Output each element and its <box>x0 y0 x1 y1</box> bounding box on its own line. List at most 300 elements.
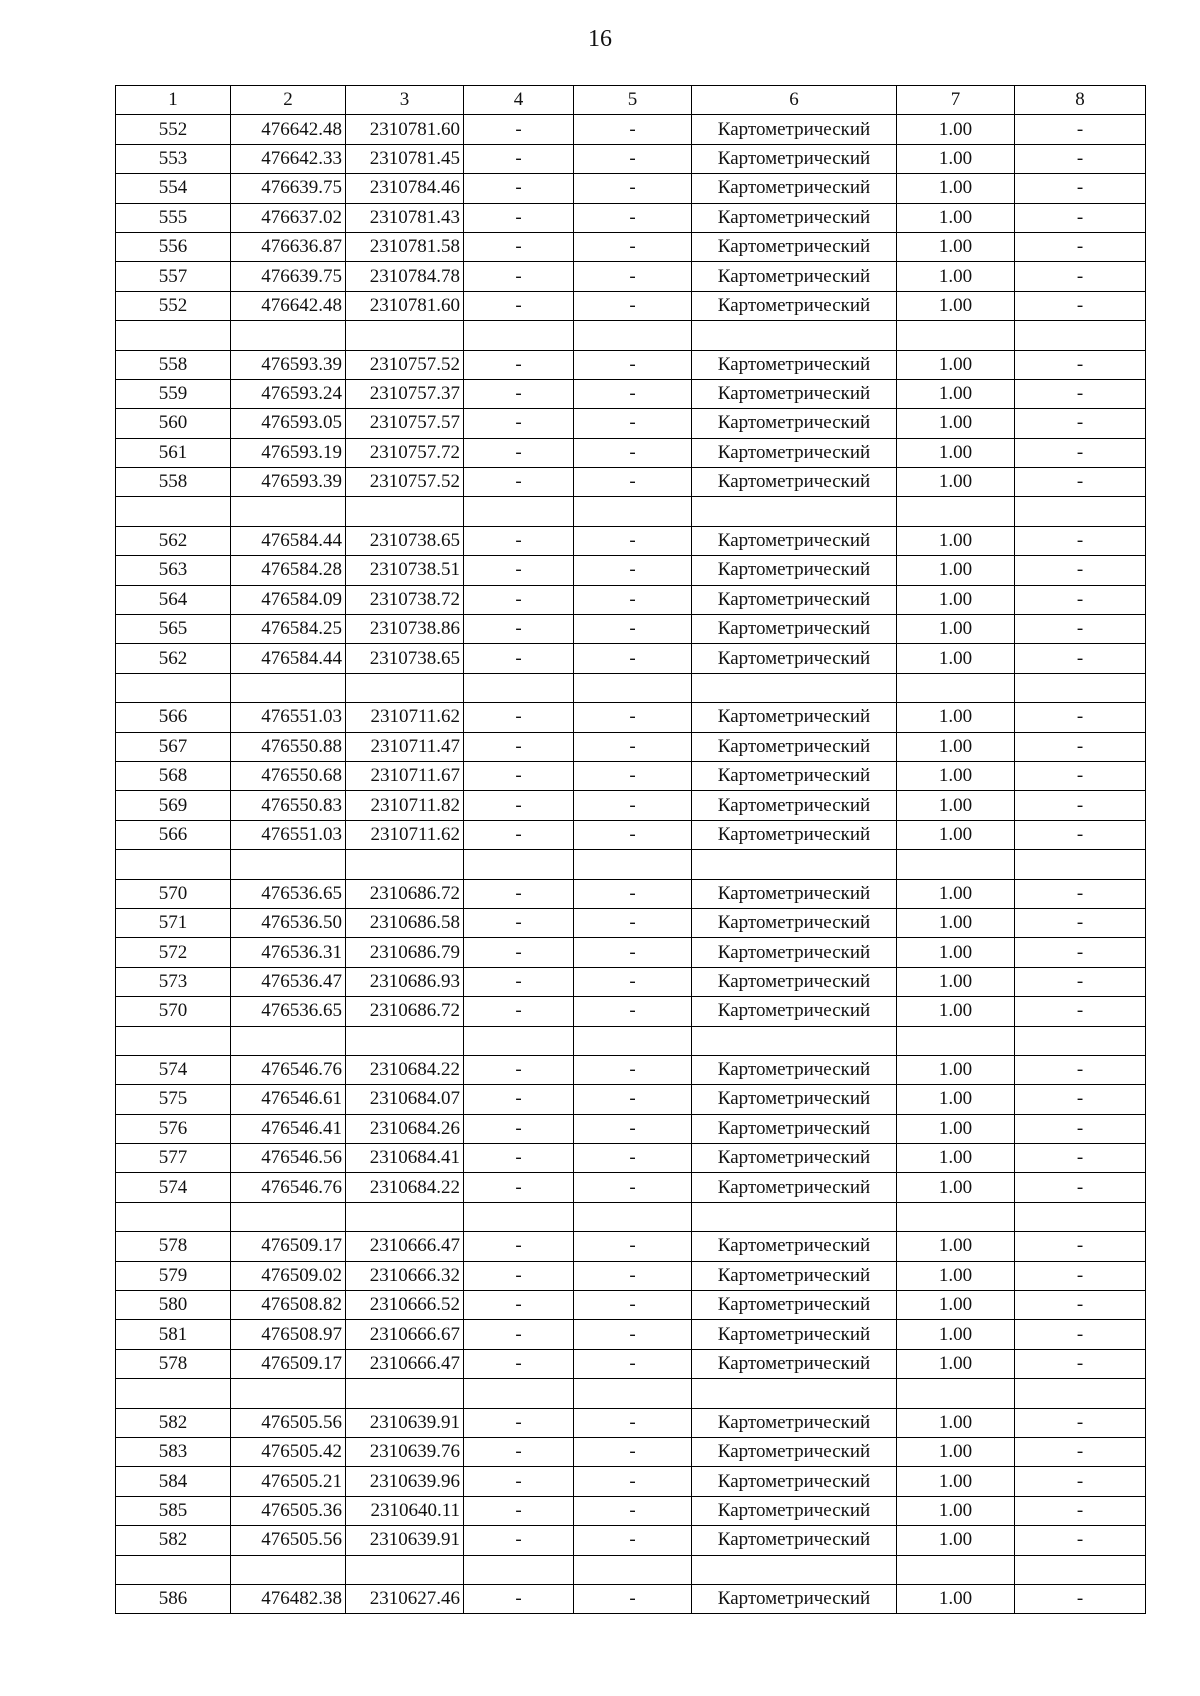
point-number-cell <box>116 850 231 879</box>
col4-cell: - <box>464 1349 574 1378</box>
y-coordinate-cell: 2310711.82 <box>346 791 464 820</box>
accuracy-cell <box>897 321 1015 350</box>
accuracy-cell <box>897 497 1015 526</box>
col5-cell: - <box>574 1496 692 1525</box>
x-coordinate-cell: 476536.47 <box>231 967 346 996</box>
col5-cell: - <box>574 967 692 996</box>
point-number-cell: 568 <box>116 761 231 790</box>
col5-cell: - <box>574 820 692 849</box>
accuracy-cell: 1.00 <box>897 1467 1015 1496</box>
method-cell: Картометрический <box>692 438 897 467</box>
col4-cell: - <box>464 468 574 497</box>
y-coordinate-cell: 2310784.46 <box>346 174 464 203</box>
col5-cell: - <box>574 468 692 497</box>
col4-cell: - <box>464 1408 574 1437</box>
table-row <box>116 232 1146 261</box>
point-number-cell: 586 <box>116 1584 231 1613</box>
method-cell: Картометрический <box>692 1055 897 1084</box>
y-coordinate-cell: 2310686.79 <box>346 938 464 967</box>
method-cell: Картометрический <box>692 232 897 261</box>
accuracy-cell: 1.00 <box>897 526 1015 555</box>
point-number-cell: 562 <box>116 526 231 555</box>
y-coordinate-cell: 2310686.58 <box>346 908 464 937</box>
y-coordinate-cell <box>346 1555 464 1584</box>
point-number-cell: 576 <box>116 1114 231 1143</box>
table-row <box>116 468 1146 497</box>
table-row <box>116 1408 1146 1437</box>
col4-cell: - <box>464 879 574 908</box>
col8-cell: - <box>1015 791 1146 820</box>
col4-cell: - <box>464 409 574 438</box>
method-cell: Картометрический <box>692 1144 897 1173</box>
col8-cell: - <box>1015 409 1146 438</box>
x-coordinate-cell: 476509.17 <box>231 1349 346 1378</box>
col5-cell <box>574 1026 692 1055</box>
y-coordinate-cell: 2310684.26 <box>346 1114 464 1143</box>
column-header: 4 <box>464 86 574 115</box>
method-cell: Картометрический <box>692 1584 897 1613</box>
accuracy-cell: 1.00 <box>897 1526 1015 1555</box>
point-number-cell: 578 <box>116 1349 231 1378</box>
table-row <box>116 497 1146 526</box>
table-row <box>116 1467 1146 1496</box>
method-cell <box>692 850 897 879</box>
col5-cell: - <box>574 1085 692 1114</box>
accuracy-cell: 1.00 <box>897 409 1015 438</box>
method-cell: Картометрический <box>692 615 897 644</box>
x-coordinate-cell: 476546.41 <box>231 1114 346 1143</box>
col8-cell: - <box>1015 291 1146 320</box>
x-coordinate-cell: 476508.82 <box>231 1291 346 1320</box>
y-coordinate-cell: 2310711.67 <box>346 761 464 790</box>
accuracy-cell <box>897 1026 1015 1055</box>
accuracy-cell: 1.00 <box>897 291 1015 320</box>
column-header: 7 <box>897 86 1015 115</box>
col4-cell: - <box>464 1055 574 1084</box>
x-coordinate-cell: 476505.36 <box>231 1496 346 1525</box>
col4-cell: - <box>464 232 574 261</box>
col5-cell: - <box>574 703 692 732</box>
method-cell <box>692 1379 897 1408</box>
y-coordinate-cell: 2310686.72 <box>346 879 464 908</box>
point-number-cell: 567 <box>116 732 231 761</box>
y-coordinate-cell: 2310684.22 <box>346 1173 464 1202</box>
x-coordinate-cell: 476482.38 <box>231 1584 346 1613</box>
y-coordinate-cell <box>346 1026 464 1055</box>
x-coordinate-cell <box>231 673 346 702</box>
col8-cell: - <box>1015 615 1146 644</box>
col8-cell: - <box>1015 879 1146 908</box>
col4-cell: - <box>464 1261 574 1290</box>
y-coordinate-cell: 2310757.52 <box>346 350 464 379</box>
col8-cell: - <box>1015 174 1146 203</box>
col4-cell: - <box>464 144 574 173</box>
accuracy-cell: 1.00 <box>897 438 1015 467</box>
y-coordinate-cell: 2310711.62 <box>346 703 464 732</box>
col8-cell <box>1015 497 1146 526</box>
coordinates-table <box>115 85 1146 1614</box>
col8-cell: - <box>1015 908 1146 937</box>
table-row <box>116 615 1146 644</box>
table-row <box>116 850 1146 879</box>
point-number-cell: 569 <box>116 791 231 820</box>
point-number-cell: 558 <box>116 350 231 379</box>
point-number-cell <box>116 1202 231 1231</box>
x-coordinate-cell: 476505.56 <box>231 1526 346 1555</box>
col8-cell: - <box>1015 938 1146 967</box>
x-coordinate-cell: 476593.39 <box>231 468 346 497</box>
table-row <box>116 1291 1146 1320</box>
col8-cell: - <box>1015 115 1146 144</box>
method-cell: Картометрический <box>692 203 897 232</box>
point-number-cell <box>116 321 231 350</box>
col5-cell: - <box>574 1232 692 1261</box>
x-coordinate-cell <box>231 1379 346 1408</box>
method-cell: Картометрический <box>692 938 897 967</box>
table-row <box>116 1173 1146 1202</box>
table-row <box>116 350 1146 379</box>
col4-cell <box>464 1202 574 1231</box>
table-row <box>116 1202 1146 1231</box>
y-coordinate-cell: 2310757.57 <box>346 409 464 438</box>
point-number-cell: 558 <box>116 468 231 497</box>
point-number-cell: 583 <box>116 1437 231 1466</box>
col5-cell <box>574 673 692 702</box>
accuracy-cell: 1.00 <box>897 1173 1015 1202</box>
point-number-cell: 559 <box>116 379 231 408</box>
accuracy-cell: 1.00 <box>897 615 1015 644</box>
col5-cell: - <box>574 232 692 261</box>
x-coordinate-cell: 476642.48 <box>231 115 346 144</box>
table-row <box>116 1437 1146 1466</box>
col4-cell: - <box>464 1467 574 1496</box>
col5-cell: - <box>574 938 692 967</box>
point-number-cell: 580 <box>116 1291 231 1320</box>
x-coordinate-cell <box>231 1202 346 1231</box>
col8-cell: - <box>1015 1173 1146 1202</box>
x-coordinate-cell: 476593.19 <box>231 438 346 467</box>
table-row <box>116 703 1146 732</box>
table-row <box>116 1085 1146 1114</box>
table-row <box>116 673 1146 702</box>
y-coordinate-cell: 2310781.58 <box>346 232 464 261</box>
table-row <box>116 526 1146 555</box>
method-cell: Картометрический <box>692 1114 897 1143</box>
col5-cell: - <box>574 615 692 644</box>
y-coordinate-cell: 2310639.91 <box>346 1408 464 1437</box>
col4-cell: - <box>464 1085 574 1114</box>
method-cell: Картометрический <box>692 526 897 555</box>
x-coordinate-cell: 476536.50 <box>231 908 346 937</box>
method-cell: Картометрический <box>692 291 897 320</box>
table-row <box>116 321 1146 350</box>
table-row <box>116 938 1146 967</box>
col5-cell: - <box>574 262 692 291</box>
x-coordinate-cell <box>231 1026 346 1055</box>
point-number-cell: 553 <box>116 144 231 173</box>
x-coordinate-cell: 476642.33 <box>231 144 346 173</box>
y-coordinate-cell: 2310738.65 <box>346 644 464 673</box>
col5-cell <box>574 850 692 879</box>
method-cell <box>692 497 897 526</box>
col8-cell: - <box>1015 1232 1146 1261</box>
accuracy-cell: 1.00 <box>897 232 1015 261</box>
col5-cell: - <box>574 350 692 379</box>
y-coordinate-cell: 2310639.96 <box>346 1467 464 1496</box>
table-row <box>116 1320 1146 1349</box>
point-number-cell: 562 <box>116 644 231 673</box>
col8-cell: - <box>1015 1467 1146 1496</box>
x-coordinate-cell: 476508.97 <box>231 1320 346 1349</box>
col5-cell: - <box>574 791 692 820</box>
col4-cell: - <box>464 1526 574 1555</box>
point-number-cell: 578 <box>116 1232 231 1261</box>
x-coordinate-cell: 476509.02 <box>231 1261 346 1290</box>
x-coordinate-cell: 476505.56 <box>231 1408 346 1437</box>
col4-cell <box>464 1379 574 1408</box>
accuracy-cell: 1.00 <box>897 703 1015 732</box>
y-coordinate-cell: 2310711.62 <box>346 820 464 849</box>
table-row <box>116 409 1146 438</box>
col4-cell: - <box>464 1144 574 1173</box>
point-number-cell: 564 <box>116 585 231 614</box>
y-coordinate-cell: 2310684.22 <box>346 1055 464 1084</box>
y-coordinate-cell: 2310781.60 <box>346 115 464 144</box>
table-row <box>116 1349 1146 1378</box>
table-row <box>116 174 1146 203</box>
point-number-cell: 552 <box>116 115 231 144</box>
y-coordinate-cell: 2310666.47 <box>346 1349 464 1378</box>
col5-cell: - <box>574 879 692 908</box>
col4-cell: - <box>464 203 574 232</box>
accuracy-cell: 1.00 <box>897 1085 1015 1114</box>
col8-cell <box>1015 1555 1146 1584</box>
col5-cell: - <box>574 203 692 232</box>
table-row <box>116 791 1146 820</box>
table-row <box>116 1555 1146 1584</box>
point-number-cell: 565 <box>116 615 231 644</box>
x-coordinate-cell: 476550.83 <box>231 791 346 820</box>
table-row <box>116 879 1146 908</box>
table-row <box>116 908 1146 937</box>
accuracy-cell: 1.00 <box>897 732 1015 761</box>
col5-cell <box>574 497 692 526</box>
col8-cell: - <box>1015 1114 1146 1143</box>
x-coordinate-cell: 476505.21 <box>231 1467 346 1496</box>
point-number-cell: 575 <box>116 1085 231 1114</box>
col5-cell: - <box>574 409 692 438</box>
x-coordinate-cell: 476637.02 <box>231 203 346 232</box>
point-number-cell: 556 <box>116 232 231 261</box>
col4-cell: - <box>464 1173 574 1202</box>
col8-cell: - <box>1015 644 1146 673</box>
method-cell: Картометрический <box>692 379 897 408</box>
col5-cell: - <box>574 1408 692 1437</box>
col5-cell: - <box>574 556 692 585</box>
col8-cell <box>1015 673 1146 702</box>
col5-cell: - <box>574 144 692 173</box>
method-cell: Картометрический <box>692 1173 897 1202</box>
accuracy-cell: 1.00 <box>897 1232 1015 1261</box>
table-row <box>116 1055 1146 1084</box>
accuracy-cell: 1.00 <box>897 1349 1015 1378</box>
y-coordinate-cell: 2310684.07 <box>346 1085 464 1114</box>
method-cell <box>692 1026 897 1055</box>
col8-cell: - <box>1015 761 1146 790</box>
method-cell: Картометрический <box>692 703 897 732</box>
y-coordinate-cell: 2310781.45 <box>346 144 464 173</box>
accuracy-cell: 1.00 <box>897 203 1015 232</box>
col5-cell <box>574 1555 692 1584</box>
col4-cell: - <box>464 1291 574 1320</box>
method-cell: Картометрический <box>692 732 897 761</box>
method-cell: Картометрический <box>692 908 897 937</box>
table-row <box>116 585 1146 614</box>
y-coordinate-cell: 2310627.46 <box>346 1584 464 1613</box>
col5-cell: - <box>574 1467 692 1496</box>
x-coordinate-cell: 476584.44 <box>231 644 346 673</box>
method-cell: Картометрический <box>692 144 897 173</box>
col4-cell: - <box>464 1496 574 1525</box>
table-row <box>116 997 1146 1026</box>
col8-cell: - <box>1015 379 1146 408</box>
accuracy-cell: 1.00 <box>897 115 1015 144</box>
col4-cell: - <box>464 174 574 203</box>
x-coordinate-cell: 476551.03 <box>231 820 346 849</box>
table-row <box>116 1584 1146 1613</box>
point-number-cell <box>116 497 231 526</box>
y-coordinate-cell: 2310640.11 <box>346 1496 464 1525</box>
col4-cell: - <box>464 1114 574 1143</box>
method-cell <box>692 1555 897 1584</box>
col4-cell <box>464 673 574 702</box>
col4-cell: - <box>464 1584 574 1613</box>
col8-cell: - <box>1015 1320 1146 1349</box>
column-header: 5 <box>574 86 692 115</box>
method-cell: Картометрический <box>692 997 897 1026</box>
point-number-cell: 561 <box>116 438 231 467</box>
col5-cell: - <box>574 1144 692 1173</box>
col5-cell: - <box>574 732 692 761</box>
x-coordinate-cell <box>231 497 346 526</box>
col8-cell: - <box>1015 1261 1146 1290</box>
col5-cell: - <box>574 1114 692 1143</box>
x-coordinate-cell: 476550.88 <box>231 732 346 761</box>
point-number-cell: 566 <box>116 820 231 849</box>
method-cell: Картометрический <box>692 115 897 144</box>
accuracy-cell: 1.00 <box>897 820 1015 849</box>
table-row <box>116 1144 1146 1173</box>
x-coordinate-cell: 476546.76 <box>231 1055 346 1084</box>
col4-cell: - <box>464 115 574 144</box>
x-coordinate-cell: 476584.44 <box>231 526 346 555</box>
col5-cell: - <box>574 1349 692 1378</box>
method-cell: Картометрический <box>692 791 897 820</box>
point-number-cell: 570 <box>116 997 231 1026</box>
x-coordinate-cell: 476584.28 <box>231 556 346 585</box>
method-cell: Картометрический <box>692 1232 897 1261</box>
table-row <box>116 761 1146 790</box>
method-cell <box>692 1202 897 1231</box>
col4-cell: - <box>464 615 574 644</box>
accuracy-cell: 1.00 <box>897 1055 1015 1084</box>
point-number-cell <box>116 1379 231 1408</box>
point-number-cell: 581 <box>116 1320 231 1349</box>
col5-cell: - <box>574 291 692 320</box>
method-cell: Картометрический <box>692 1496 897 1525</box>
point-number-cell <box>116 673 231 702</box>
col4-cell <box>464 850 574 879</box>
accuracy-cell: 1.00 <box>897 1320 1015 1349</box>
col8-cell <box>1015 321 1146 350</box>
col8-cell <box>1015 850 1146 879</box>
col8-cell: - <box>1015 997 1146 1026</box>
col8-cell: - <box>1015 820 1146 849</box>
col5-cell: - <box>574 1526 692 1555</box>
col8-cell: - <box>1015 1291 1146 1320</box>
accuracy-cell: 1.00 <box>897 761 1015 790</box>
point-number-cell: 566 <box>116 703 231 732</box>
accuracy-cell: 1.00 <box>897 967 1015 996</box>
accuracy-cell: 1.00 <box>897 556 1015 585</box>
column-header: 6 <box>692 86 897 115</box>
table-row <box>116 1379 1146 1408</box>
table-row <box>116 1114 1146 1143</box>
point-number-cell: 554 <box>116 174 231 203</box>
col8-cell: - <box>1015 585 1146 614</box>
point-number-cell: 570 <box>116 879 231 908</box>
x-coordinate-cell: 476505.42 <box>231 1437 346 1466</box>
table-row <box>116 1026 1146 1055</box>
col5-cell: - <box>574 1320 692 1349</box>
point-number-cell: 579 <box>116 1261 231 1290</box>
col4-cell: - <box>464 820 574 849</box>
table-row <box>116 291 1146 320</box>
col8-cell <box>1015 1026 1146 1055</box>
y-coordinate-cell: 2310686.93 <box>346 967 464 996</box>
table-row <box>116 556 1146 585</box>
y-coordinate-cell: 2310738.86 <box>346 615 464 644</box>
method-cell: Картометрический <box>692 644 897 673</box>
accuracy-cell: 1.00 <box>897 997 1015 1026</box>
accuracy-cell: 1.00 <box>897 144 1015 173</box>
accuracy-cell <box>897 850 1015 879</box>
accuracy-cell: 1.00 <box>897 1584 1015 1613</box>
y-coordinate-cell: 2310666.32 <box>346 1261 464 1290</box>
table-row <box>116 438 1146 467</box>
y-coordinate-cell: 2310784.78 <box>346 262 464 291</box>
point-number-cell: 582 <box>116 1408 231 1437</box>
table-body <box>116 86 1146 1614</box>
x-coordinate-cell: 476642.48 <box>231 291 346 320</box>
method-cell: Картометрический <box>692 1349 897 1378</box>
col8-cell: - <box>1015 438 1146 467</box>
col5-cell <box>574 1379 692 1408</box>
table-row <box>116 144 1146 173</box>
col4-cell: - <box>464 556 574 585</box>
method-cell: Картометрический <box>692 1085 897 1114</box>
point-number-cell <box>116 1026 231 1055</box>
accuracy-cell: 1.00 <box>897 1408 1015 1437</box>
y-coordinate-cell: 2310666.52 <box>346 1291 464 1320</box>
y-coordinate-cell <box>346 673 464 702</box>
point-number-cell: 574 <box>116 1173 231 1202</box>
col8-cell: - <box>1015 350 1146 379</box>
method-cell: Картометрический <box>692 967 897 996</box>
y-coordinate-cell <box>346 321 464 350</box>
table-row <box>116 732 1146 761</box>
accuracy-cell: 1.00 <box>897 1291 1015 1320</box>
